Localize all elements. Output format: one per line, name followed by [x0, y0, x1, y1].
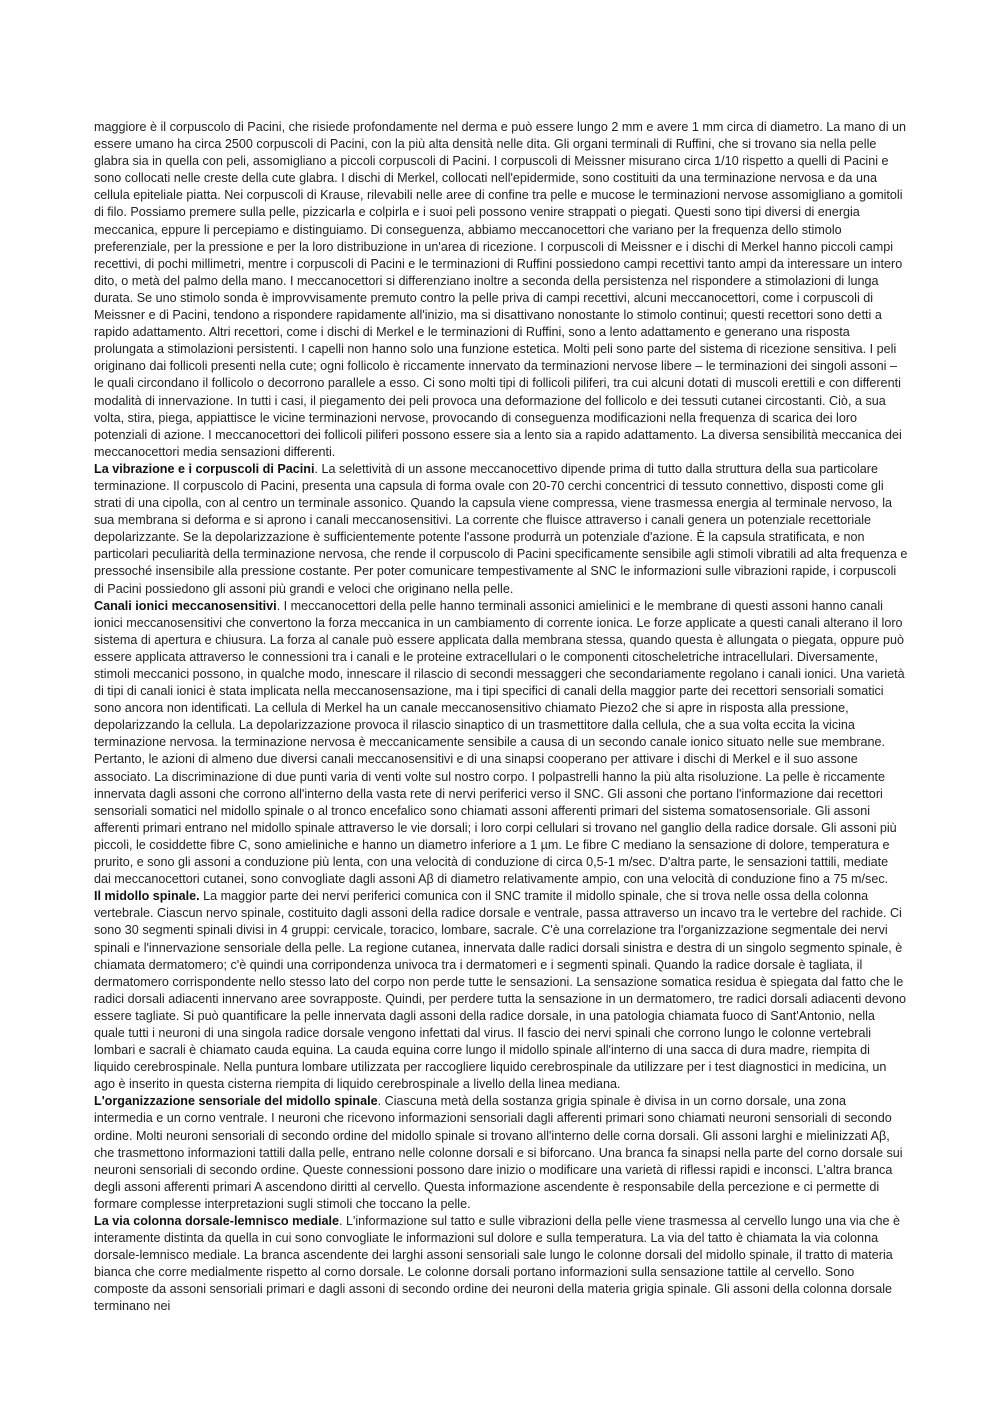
paragraph-heading: La vibrazione e i corpuscoli di Pacini: [94, 461, 315, 476]
paragraph-text: . I meccanocettori della pelle hanno terminali assonici amielinici e le membrane di questi assoni hanno canali ionici meccanosensitivi che convertono la forza meccanica in un cambiamento di corrente ionica. Le forze applicate a questi canali alterano il loro sistema di apertura e chiusura. La forza al canale può essere applicata dalla membrana stessa, quando questa è allungata o piegata, oppure può essere applicata attraverso le connessioni tra i canali e le proteine extracellulari o le componenti citoscheletriche intracellulari. Diversamente, stimoli meccanici possono, in qualche modo, innescare il rilascio di secondi messaggeri che secondariamente regolano i canali ionici. Una varietà di tipi di canali ionici è stata implicata nella meccanosensazione, ma i tipi specifici di canali della maggior parte dei recettori sensoriali somatici sono ancora non identificati. La cellula di Merkel ha un canale meccanosensitivo chiamato Piezo2 che si apre in risposta alla pressione, depolarizzando la cellula. La depolarizzazione provoca il rilascio sinaptico di un trasmettitore dalla cellula, che a sua volta eccita la vicina terminazione nervosa. la terminazione nervosa è meccanicamente sensibile a causa di un secondo canale ionico situato nelle sue membrane. Pertanto, le azioni di almeno due diversi canali meccanosensitivi e di una sinapsi cooperano per attivare i dischi di Merkel e il suo assone associato. La discriminazione di due punti varia di venti volte sul nostro corpo. I polpastrelli hanno la più alta risoluzione. La pelle è riccamente innervata dagli assoni che corrono all'interno della vasta rete di nervi periferici verso il SNC. Gli assoni che portano l'informazione dai recettori sensoriali somatici nel midollo spinale o al tronco encefalico sono chiamati assoni afferenti primari del sistema somatosensoriale. Gli assoni afferenti primari entrano nel midollo spinale attraverso le vie dorsali; i loro corpi cellulari si trovano nel ganglio della radice dorsale. Gli assoni più piccoli, le cosiddette fibre C, sono amieliniche e hanno un diametro inferiore a 1 µm. Le fibre C mediano la sensazione di dolore, temperatura e prurito, e sono gli assoni a conduzione più lenta, con una velocità di conduzione di circa 0,5-1 m/sec. D'altra parte, le sensazioni tattili, mediate dai meccanocettori cutanei, sono convogliate dagli assoni Aβ di diametro relativamente ampio, con una velocità di conduzione fino a 75 m/sec.: [94, 598, 905, 887]
paragraph-pacini-vibration: [94, 461, 908, 598]
paragraph-heading: La via colonna dorsale-lemnisco mediale: [94, 1214, 339, 1228]
paragraph-text: . La selettività di un assone meccanocettivo dipende prima di tutto dalla struttura della sua particolare terminazione. Il corpuscolo di Pacini, presenta una capsula di forma ovale con 20-70 cerchi concentrici di tessuto connettivo, disposti come gli strati di una cipolla, con al centro un terminale assonico. Quando la capsula viene compressa, viene trasmessa energia al terminale nervoso, la sua membrana si deforma e si aprono i canali meccanosensitivi. La corrente che fluisce attraverso i canali genera un potenziale recettoriale depolarizzante. Se la depolarizzazione è sufficientemente potente l'assone produrrà un potenziale d'azione. È la capsula stratificata, e non particolari peculiarità della terminazione nervosa, che rende il corpuscolo di Pacini specificamente sensibile agli stimoli vibratili ad alta frequenza e pressoché insensibile alla pressione costante. Per poter comunicare tempestivamente al SNC le informazioni sulle vibrazioni rapide, i corpuscoli di Pacini possiedono gli assoni più grandi e veloci che originano nella pelle.: [94, 461, 908, 596]
paragraph-heading: Il midollo spinale.: [94, 889, 200, 904]
paragraph-text: . Ciascuna metà della sostanza grigia spinale è divisa in un corno dorsale, una zona intermedia e un corno ventrale. I neuroni che ricevono informazioni sensoriali dagli afferenti primari sono chiamati neuroni sensoriali di secondo ordine. Molti neuroni sensoriali di secondo ordine del midollo spinale si trovano all'interno delle corna dorsali. Gli assoni larghi e mielinizzati Aβ, che trasmettono informazioni tattili dalla pelle, entrano nelle colonne dorsali e si biforcano. Una branca fa sinapsi nella parte del corno dorsale sui neuroni sensoriali di secondo ordine. Queste connessioni possono dare inizio o modificare una varietà di riflessi rapidi e inconsci. L'altra branca degli assoni afferenti primari A ascendono diritti al cervello. Questa informazione ascendente è responsabile della percezione e ci permette di formare complesse interpretazioni sugli stimoli che toccano la pelle.: [94, 1094, 903, 1211]
paragraph-heading: L'organizzazione sensoriale del midollo spinale: [94, 1094, 378, 1109]
paragraph-spinal-cord: [94, 888, 908, 1093]
paragraph-dorsal-column: [94, 1213, 908, 1316]
paragraph-text: . L'informazione sul tatto e sulle vibrazioni della pelle viene trasmessa al cervello lungo una via che è interamente distinta da quella in cui sono convogliate le informazioni sul dolore e sulla temperatura. La via del tatto è chiamata la via colonna dorsale-lemnisco mediale. La branca ascendente dei larghi assoni sensoriali sale lungo le colonne dorsali del midollo spinale, il tratto di materia bianca che corre medialmente rispetto al corno dorsale. Le colonne dorsali portano informazioni sulla sensazione tattile al cervello. Sono composte da assoni sensoriali primari e dagli assoni di secondo ordine dei neuroni della materia grigia spinale. Gli assoni della colonna dorsale terminano nei: [94, 1214, 901, 1314]
paragraph-text: La maggior parte dei nervi periferici comunica con il SNC tramite il midollo spinale, che si trova nelle ossa della colonna vertebrale. Ciascun nervo spinale, costituito dagli assoni della radice dorsale e ventrale, passa attraverso un incavo tra le vertebre del rachide. Ci sono 30 segmenti spinali divisi in 4 gruppi: cervicale, toracico, lombare, sacrale. C'è una correlazione tra l'organizzazione segmentale dei nervi spinali e l'innervazione sensoriale della pelle. La regione cutanea, innervata dalle radici dorsali sinistra e destra di un singolo segmento spinale, è chiamata dermatomero; c'è quindi una corripondenza univoca tra i dermatomeri e i segmenti spinali. Quando la radice dorsale è tagliata, il dermatomero corrispondente nello stesso lato del corpo non perde tutte le sensazioni. La sensazione somatica residua è spiegata dal fatto che le radici dorsali adiacenti innervano aree sovrapposte. Quindi, per perdere tutta la sensazione in un dermatomero, tre radici dorsali adiacenti devono essere tagliate. Si può quantificare la pelle innervata dagli assoni della radice dorsale, in una patologia chiamata fuoco di Sant'Antonio, nella quale tutti i neuroni di una singola radice dorsale vengono infettati dal virus. Il fascio dei nervi spinali che corrono lungo le colonne vertebrali lombari e sacrali è chiamato cauda equina. La cauda equina corre lungo il midollo spinale all'interno di una sacca di dura madre, riempita di liquido cerebrospinale. Nella puntura lombare utilizzata per raccogliere liquido cerebrospinale da utilizzare per i test diagnostici in medicina, un ago è inserito in questa cisterna riempita di liquido cerebrospinale a livello della linea mediana.: [94, 889, 907, 1092]
paragraph-mechanoreceptors: [94, 119, 908, 461]
paragraph-sensory-organization: [94, 1093, 908, 1213]
paragraph-ion-channels: [94, 598, 908, 889]
paragraph-heading: Canali ionici meccanosensitivi: [94, 598, 277, 613]
paragraph-text: maggiore è il corpuscolo di Pacini, che risiede profondamente nel derma e può essere lungo 2 mm e avere 1 mm circa di diametro. La mano di un essere umano ha circa 2500 corpuscoli di Pacini, con la più alta densità nelle dita. Gli organi terminali di Ruffini, che si trovano sia nella pelle glabra sia in quella con peli, assomigliano a piccoli corpuscoli di Pacini. I corpuscoli di Meissner misurano circa 1/10 rispetto a quelli di Pacini e sono collocati nelle creste della cute glabra. I dischi di Merkel, collocati nell'epidermide, sono costituiti da una terminazione nervosa e da una cellula epiteliale piatta. Nei corpuscoli di Krause, rilevabili nelle aree di confine tra pelle e mucose le terminazioni nervose assomigliano a gomitoli di filo. Possiamo premere sulla pelle, pizzicarla e colpirla e i suoi peli possono venire strappati o piegati. Questi sono tipi diversi di energia meccanica, eppure li percepiamo e distinguiamo. Di conseguenza, abbiamo meccanocettori che variano per la frequenza dello stimolo preferenziale, per la pressione e per la loro distribuzione in un'area di ricezione. I corpuscoli di Meissner e i dischi di Merkel hanno piccoli campi recettivi, di pochi millimetri, mentre i corpuscoli di Pacini e le terminazioni di Ruffini possiedono campi recettivi tanto ampi da interessare un intero dito, o metà del palmo della mano. I meccanocettori si differenziano inoltre a seconda della persistenza nel rispondere a stimolazioni di lunga durata. Se uno stimolo sonda è improvvisamente premuto contro la pelle priva di campi recettivi, alcuni meccanocettori, come i corpuscoli di Meissner e di Pacini, tendono a rispondere rapidamente all'inizio, ma si disattivano nonostante lo stimolo continui; questi recettori sono detti a rapido adattamento. Altri recettori, come i dischi di Merkel e le terminazioni di Ruffini, sono a lento adattamento e generano una risposta prolungata a stimolazioni persistenti. I capelli non hanno solo una funzione estetica. Molti peli sono parte del sistema di ricezione sensitiva. I peli originano dai follicoli presenti nella cute; ogni follicolo è riccamente innervato da terminazioni nervose libere – le terminazioni dei singoli assoni – le quali circondano il follicolo o decorrono parallele a esso. Ci sono molti tipi di follicoli piliferi, tra cui alcuni dotati di muscoli erettili e con differenti modalità di innervazione. In tutti i casi, il piegamento dei peli provoca una deformazione del follicolo e dei tessuti cutanei circostanti. Ciò, a sua volta, stira, piega, appiattisce le vicine terminazioni nervose, provocando di conseguenza modificazioni nella frequenza di scarica dei loro potenziali di azione. I meccanocettori dei follicoli piliferi possono essere sia a lento sia a rapido adattamento. La diversa sensibilità meccanica dei meccanocettori media sensazioni differenti.: [94, 120, 907, 459]
document-page: [94, 119, 908, 1316]
